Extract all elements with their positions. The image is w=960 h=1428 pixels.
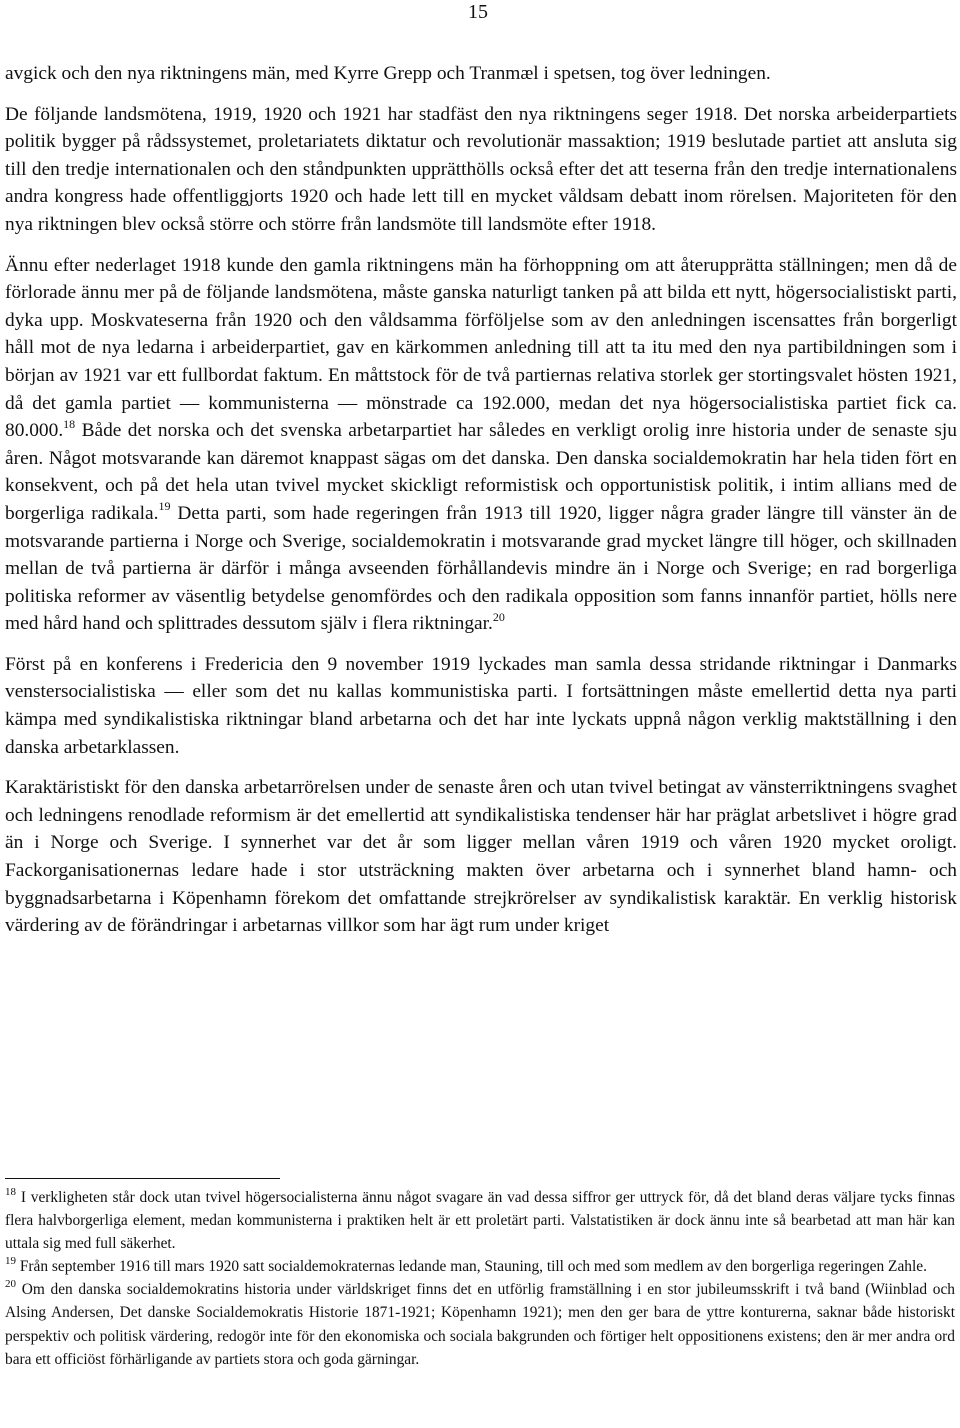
footnote-text: Om den danska socialdemokratins historia under världskriget finns det en utförlig framställning i en stor jubileumsskrift i två band (Wiinblad och Alsing Andersen, Det danske Socialdemokratis Historie 1871-1921; Köpenhamn 1921); men den ger bara de yttre konturerna, saknar både historiskt perspektiv och politisk värdering, redogör inte för den ekonomiska och sociala bakgrunden och förtiger helt oppositionens existens; den är mer andra ord bara ett officiöst förhärligande av partiets stora och goda gärningar.: [5, 1281, 955, 1368]
footnote-reference: 18: [63, 416, 76, 431]
footnotes: [5, 1186, 955, 1371]
footnote-number: 18: [5, 1185, 16, 1198]
paragraph-text: Detta parti, som hade regeringen från 1913 till 1920, ligger några grader längre till vänster än de motsvarande partierna i Norge och Sverige, socialdemokratin i motsvarande grad mycket längre till höger, och skillnaden mellan de två partierna är därför i många avseenden förhållandevis mindre än i Norge och Sverige; en rad borgerliga politiska reformer av väsentlig betydelse genomfördes och den radikala opposition som fanns innanför partiet, hölls nere med hård hand och splittrades dessutom själv i flera riktningar.: [5, 502, 957, 635]
footnote-reference: 20: [492, 609, 505, 624]
paragraph-text: De följande landsmötena, 1919, 1920 och 1921 har stadfäst den nya riktningens seger 1918. Det norska arbeiderpartiets politik bygger på rådssystemet, proletariatets diktatur och revolutionär massaktion; 1919 beslutade partiet att ansluta sig till den tredje internationalen och den ståndpunkten upprätthölls också efter det att teserna från den tredje internationalens andra kongress hade offentliggjorts 1920 och hade lett till en mycket våldsam debatt inom rörelsen. Majoriteten för den nya riktningen blev också större och större från landsmöte till landsmöte efter 1918.: [5, 103, 957, 235]
paragraph-text: Ännu efter nederlaget 1918 kunde den gamla riktningens män ha förhoppning om att återupprätta ställningen; men då de förlorade ännu mer på de följande landsmötena, måste ganska naturligt tanken på att bilda ett nytt, högersocialistiskt parti, dyka upp. Moskvateserna från 1920 och den våldsamma förföljelse som av den anledningen iscensattes från borgerligt håll mot de nya ledarna i arbeiderpartiet, gav en kärkommen anledning till att ta itu med den nya partibildningen som i början av 1921 var ett fullbordat faktum. En måttstock för de två partiernas relativa storlek ger stortingsvalet hösten 1921, då det gamla partiet — kommunisterna — mönstrade ca 192.000, medan det nya högersocialistiska partiet fick ca. 80.000.: [5, 254, 957, 442]
paragraph: [5, 252, 957, 638]
footnote-text: Från september 1916 till mars 1920 satt socialdemokraternas ledande man, Stauning, till och med som medlem av den borgerliga regeringen Zahle.: [16, 1258, 927, 1276]
footnote-number: 20: [5, 1278, 16, 1291]
paragraph: [5, 774, 957, 940]
paragraph-text: Både det norska och det svenska arbetarpartiet har således en verkligt orolig inre historia under de senaste sju åren. Något motsvarande kan däremot knappast sägas om det danska. Den danska socialdemokratin har hela tiden fört en konsekvent, och på det hela utan tvivel mycket skickligt reformistisk och opportunistisk politik, i intim allians med de borgerliga radikala.: [5, 420, 957, 524]
footnote-reference: 19: [158, 499, 171, 514]
footnote: [5, 1186, 955, 1255]
body-text: [5, 60, 957, 953]
footnote: [5, 1255, 955, 1278]
footnote-text: I verkligheten står dock utan tvivel högersocialisterna ännu något svagare än vad dessa siffror ger uttryck för, då det bland deras väljare tycks finnas flera halvborgerliga element, medan kommunisterna i praktiken helt är ett proletärt parti. Valstatistiken är dock ännu inte så bearbetad att man här kan uttala sig med full säkerhet.: [5, 1189, 955, 1253]
paragraph: [5, 651, 957, 761]
paragraph-text: avgick och den nya riktningens män, med Kyrre Grepp och Tranmæl i spetsen, tog över ledningen.: [5, 63, 771, 84]
page-number: 15: [468, 1, 488, 23]
footnote: [5, 1278, 955, 1370]
paragraph-text: Först på en konferens i Fredericia den 9 november 1919 lyckades man samla dessa stridande riktningar i Danmarks venstersocialistiska — eller som det nu kallas kommunistiska parti. I fortsättningen måste emellertid detta nya parti kämpa med syndikalistiska riktningar bland arbetarna och det har inte lyckats uppnå någon verklig maktställning i den danska arbetarklassen.: [5, 653, 957, 758]
paragraph: [5, 101, 957, 239]
footnote-divider: [5, 1178, 280, 1179]
paragraph: [5, 60, 957, 88]
footnote-number: 19: [5, 1255, 16, 1268]
paragraph-text: Karaktäristiskt för den danska arbetarrörelsen under de senaste åren och utan tvivel betingat av vänsterriktningens svaghet och ledningens renodlade reformism är det emellertid att syndikalistiska tendenser här har präglat arbetslivet i högre grad än i Norge och Sverige. I synnerhet var det år som ligger mellan våren 1919 och våren 1920 mycket oroligt. Fackorganisationernas ledare hade i stor utsträckning makten över arbetarna och i synnerhet bland hamn- och byggnadsarbetarna i Köpenhamn förekom det omfattande strejkrörelser av syndikalistisk karaktär. En verklig historisk värdering av de förändringar i arbetarnas villkor som har ägt rum under kriget: [5, 777, 957, 937]
